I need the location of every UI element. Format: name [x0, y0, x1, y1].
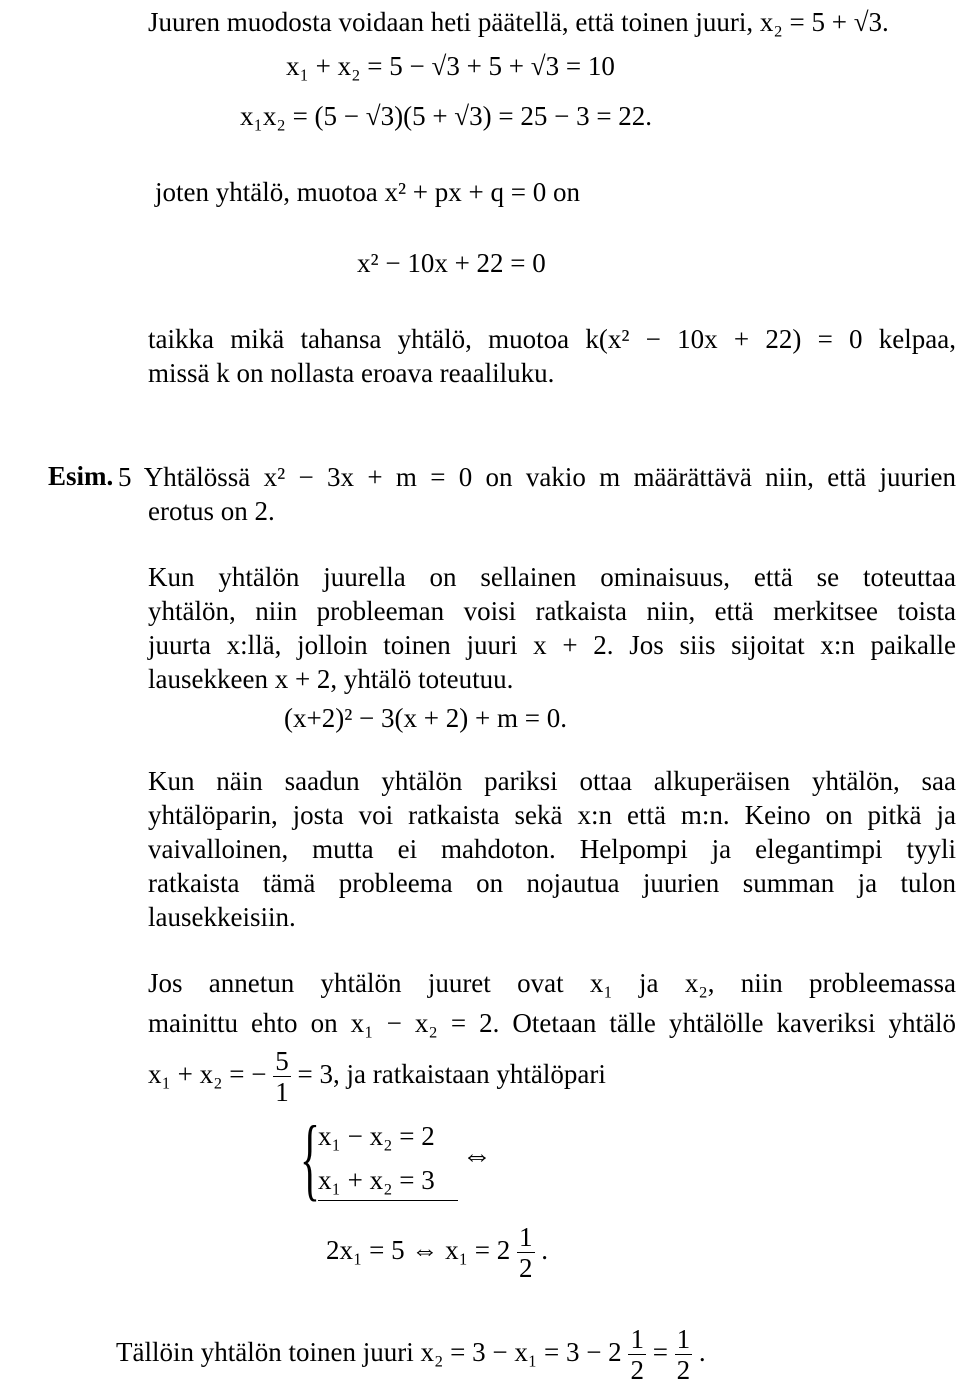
root-sum-lhs: x₁ + x₂ = −: [148, 1059, 267, 1089]
equation-solution: [326, 1220, 548, 1283]
final-numerator-2: 1: [676, 1324, 691, 1355]
equation-root-sum: [148, 1044, 606, 1107]
equation-quadratic: x² − 10x + 22 = 0: [357, 248, 546, 278]
final-numerator-1: 1: [630, 1324, 644, 1355]
root-sum-fraction: [273, 1046, 291, 1107]
final-line: [116, 1322, 706, 1385]
final-denominator-2: 2: [676, 1355, 691, 1385]
paragraph-3-line-1: Kun näin saadun yhtälön pariksi ottaa alkuperäisen yhtälön, saa: [148, 766, 956, 796]
final-fraction-2: [675, 1324, 693, 1385]
paragraph-2-line-3: juurta x:llä, jolloin toinen juuri x + 2. Jos siis sijoitat x:n paikalle: [148, 630, 956, 660]
root-sum-numerator: 5: [275, 1046, 289, 1077]
system-equation-2: x₁ + x₂ = 3: [318, 1165, 435, 1195]
example-label: Esim.: [48, 461, 114, 491]
paragraph-3-line-4: ratkaista tämä probleema on nojautua juurien summan ja tulon: [148, 868, 956, 898]
text-line-4: joten yhtälö, muotoa x² + px + q = 0 on: [155, 177, 580, 207]
system-sum-rule: [318, 1200, 458, 1201]
paragraph-2-line-4: lausekkeen x + 2, yhtälö toteutuu.: [148, 664, 514, 694]
solution-lhs: 2x₁ = 5 ⇔ x₁ = 2: [326, 1235, 511, 1265]
solution-fraction: [517, 1222, 535, 1283]
equation-substituted: (x+2)² − 3(x + 2) + m = 0.: [284, 703, 567, 733]
final-equals: =: [652, 1337, 668, 1367]
paragraph-1-line-2: missä k on nollasta eroava reaaliluku.: [148, 358, 555, 388]
final-fraction-1: [628, 1324, 646, 1385]
system-brace: {: [300, 1107, 320, 1209]
final-end: .: [698, 1337, 706, 1367]
paragraph-3-line-2: yhtälöparin, josta voi ratkaista sekä x:n että m:n. Keino on pitkä ja: [148, 800, 956, 830]
solution-numerator: 1: [519, 1222, 533, 1253]
final-text: Tällöin yhtälön toinen juuri x₂ = 3 − x₁ = 3 − 2: [116, 1337, 622, 1367]
equation-sum: x₁ + x₂ = 5 − √3 + 5 + √3 = 10: [286, 51, 615, 81]
paragraph-4-line-2: mainittu ehto on x₁ − x₂ = 2. Otetaan tälle yhtälölle kaveriksi yhtälö: [148, 1008, 956, 1038]
text-line-1: Juuren muodosta voidaan heti päätellä, että toinen juuri, x₂ = 5 + √3.: [148, 7, 889, 37]
paragraph-4-line-1: Jos annetun yhtälön juuret ovat x₁ ja x₂, niin probleemassa: [148, 968, 956, 998]
example-line-2: erotus on 2.: [148, 496, 275, 526]
root-sum-denominator: 1: [275, 1077, 289, 1108]
root-sum-rhs: = 3, ja ratkaistaan yhtälöpari: [297, 1059, 606, 1089]
equation-product: x₁x₂ = (5 − √3)(5 + √3) = 25 − 3 = 22.: [240, 101, 653, 131]
paragraph-1-line-1: taikka mikä tahansa yhtälö, muotoa k(x² − 10x + 22) = 0 kelpaa,: [148, 324, 956, 354]
equivalence-arrow: ⇔: [462, 1139, 492, 1172]
example-line-1: 5 Yhtälössä x² − 3x + m = 0 on vakio m määrättävä niin, että juurien: [118, 462, 956, 492]
paragraph-3-line-3: vaivalloinen, mutta ei mahdoton. Helpompi ja elegantimpi tyyli: [148, 834, 956, 864]
paragraph-2-line-1: Kun yhtälön juurella on sellainen ominaisuus, että se toteuttaa: [148, 562, 956, 592]
paragraph-2-line-2: yhtälön, niin probleeman voisi ratkaista niin, että merkitsee toista: [148, 596, 956, 626]
final-denominator-1: 2: [630, 1355, 644, 1385]
solution-end: .: [541, 1235, 549, 1265]
paragraph-3-line-5: lausekkeisiin.: [148, 902, 296, 932]
system-equation-1: x₁ − x₂ = 2: [318, 1121, 435, 1151]
solution-denominator: 2: [519, 1253, 533, 1284]
